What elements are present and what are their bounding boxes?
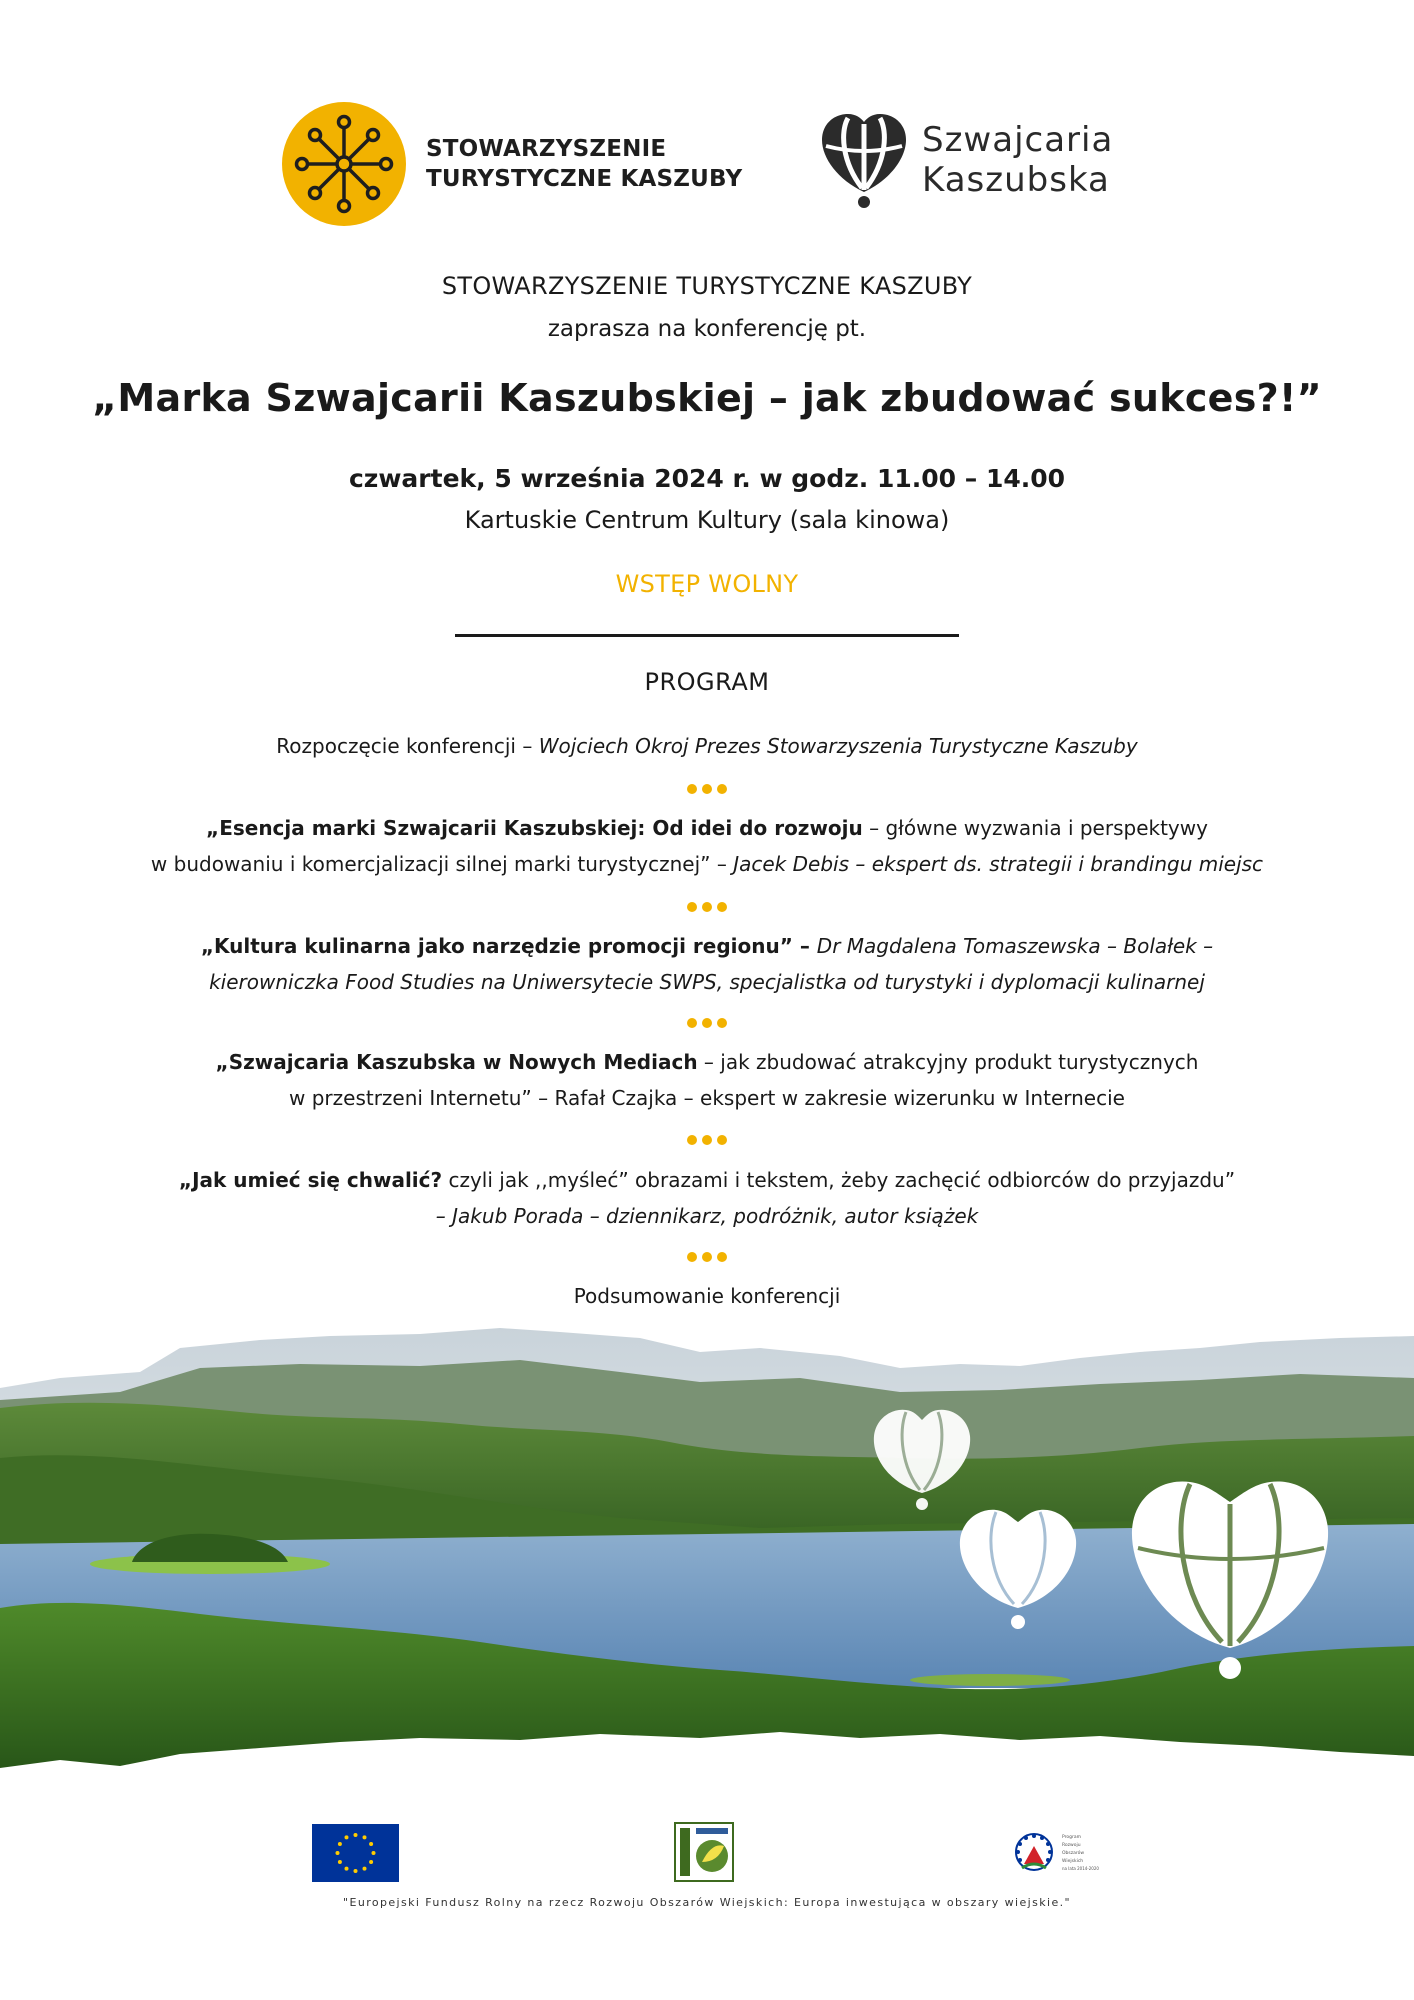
program-closing: Podsumowanie konferencji bbox=[573, 1284, 841, 1308]
leader-logo-icon bbox=[674, 1822, 734, 1882]
organizer-name: STOWARZYSZENIE TURYSTYCZNE KASZUBY bbox=[441, 272, 973, 300]
talk4-desc1: czyli jak ,,myśleć” obrazami i tekstem, żeby zachęcić odbiorców do przyjazdu” bbox=[442, 1168, 1236, 1192]
footer-logos bbox=[0, 1822, 1414, 1886]
eu-flag-icon bbox=[312, 1824, 399, 1882]
prow-line-4: Wiejskich bbox=[1062, 1859, 1084, 1864]
talk4-title: „Jak umieć się chwalić? bbox=[178, 1168, 443, 1192]
free-entry-label: WSTĘP WOLNY bbox=[615, 570, 799, 598]
talk2-speaker2: kierowniczka Food Studies na Uniwersytecie SWPS, specjalistka od turystyki i dyplomacji kulinarnej bbox=[209, 970, 1205, 994]
separator-dots-2 bbox=[0, 902, 1414, 912]
conference-venue: Kartuskie Centrum Kultury (sala kinowa) bbox=[464, 506, 950, 534]
stk-logo-line1: STOWARZYSZENIE bbox=[426, 136, 667, 162]
stk-logo-line2: TURYSTYCZNE KASZUBY bbox=[426, 166, 743, 192]
talk1-desc2: w budowaniu i komercjalizacji silnej marki turystycznej” – bbox=[150, 852, 734, 876]
program-heading: PROGRAM bbox=[644, 668, 770, 696]
program-talk-1 bbox=[0, 810, 1414, 882]
header-logos bbox=[0, 100, 1414, 240]
funding-note: "Europejski Fundusz Rolny na rzecz Rozwoju Obszarów Wiejskich: Europa inwestująca w obszary wiejskie." bbox=[343, 1896, 1071, 1909]
program-talk-2 bbox=[0, 928, 1414, 1000]
conference-date: czwartek, 5 września 2024 r. w godz. 11.00 – 14.00 bbox=[348, 464, 1066, 493]
invite-line: zaprasza na konferencję pt. bbox=[547, 316, 867, 342]
separator-dots-5 bbox=[0, 1252, 1414, 1262]
separator-dots-1 bbox=[0, 784, 1414, 794]
balloon-icon bbox=[818, 110, 910, 210]
prow-line-2: Rozwoju bbox=[1062, 1843, 1081, 1848]
program-talk-3 bbox=[0, 1044, 1414, 1116]
prow-line-5: na lata 2014-2020 bbox=[1062, 1866, 1099, 1871]
program-opening bbox=[0, 728, 1414, 764]
prow-line-1: Program bbox=[1062, 1835, 1081, 1840]
talk4-speaker: – Jakub Porada – dziennikarz, podróżnik, autor książek bbox=[435, 1204, 979, 1228]
stk-emblem-icon bbox=[280, 100, 408, 228]
talk2-title: „Kultura kulinarna jako narzędzie promocji regionu” – bbox=[200, 934, 817, 958]
section-divider bbox=[455, 634, 959, 637]
prow-line-3: Obszarów bbox=[1062, 1851, 1085, 1856]
talk1-speaker: Jacek Debis – ekspert ds. strategii i brandingu miejsc bbox=[733, 852, 1264, 876]
talk3-desc1: – jak zbudować atrakcyjny produkt turystycznych bbox=[697, 1050, 1199, 1074]
talk2-speaker1: Dr Magdalena Tomaszewska – Bolałek – bbox=[816, 934, 1214, 958]
stk-logo-text bbox=[426, 134, 742, 194]
conference-title: „Marka Szwajcarii Kaszubskiej – jak zbudować sukces?!” bbox=[92, 376, 1322, 420]
sk-logo-line1: Szwajcaria bbox=[922, 120, 1114, 160]
sk-logo bbox=[818, 110, 1113, 210]
opening-speaker: Wojciech Okroj Prezes Stowarzyszenia Turystyczne Kaszuby bbox=[538, 734, 1138, 758]
talk3-title: „Szwajcaria Kaszubska w Nowych Mediach bbox=[215, 1050, 698, 1074]
lake-landscape-image bbox=[0, 1308, 1414, 1808]
separator-dots-3 bbox=[0, 1018, 1414, 1028]
talk3-desc2: w przestrzeni Internetu” – Rafał Czajka – ekspert w zakresie wizerunku w Internecie bbox=[289, 1086, 1125, 1110]
opening-text: Rozpoczęcie konferencji – bbox=[276, 734, 539, 758]
sk-logo-line2: Kaszubska bbox=[922, 160, 1110, 200]
prow-logo-icon bbox=[1012, 1824, 1102, 1882]
talk1-desc1: – główne wyzwania i perspektywy bbox=[862, 816, 1208, 840]
program-talk-4 bbox=[0, 1162, 1414, 1234]
separator-dots-4 bbox=[0, 1135, 1414, 1145]
talk1-title: „Esencja marki Szwajcarii Kaszubskiej: Od idei do rozwoju bbox=[206, 816, 863, 840]
sk-logo-text bbox=[922, 120, 1113, 200]
stk-logo bbox=[280, 100, 742, 228]
